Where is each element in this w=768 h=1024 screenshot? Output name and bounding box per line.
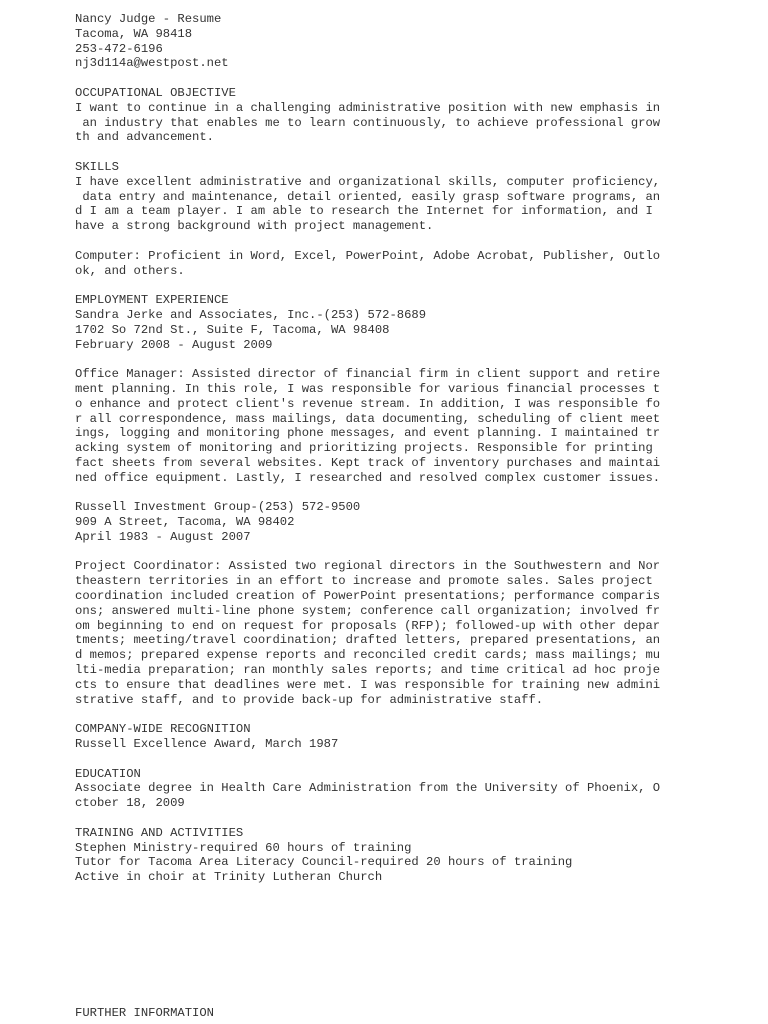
training-item: Active in choir at Trinity Lutheran Church xyxy=(75,870,383,885)
job2-description-line: tments; meeting/travel coordination; drafted letters, prepared presentations, an xyxy=(75,633,661,648)
spacer xyxy=(75,752,735,767)
job2-description-line: Project Coordinator: Assisted two regional directors in the Southwestern and Nor xyxy=(75,559,661,574)
education-line: Associate degree in Health Care Administration from the University of Phoenix, O xyxy=(75,781,661,796)
training-item: Tutor for Tacoma Area Literacy Council-required 20 hours of training xyxy=(75,855,573,870)
training-heading: TRAINING AND ACTIVITIES xyxy=(75,825,244,840)
spacer xyxy=(75,71,735,86)
skills-line: data entry and maintenance, detail oriented, easily grasp software programs, an xyxy=(75,189,661,204)
job1-dates: February 2008 - August 2009 xyxy=(75,337,273,352)
job2-description-line: lti-media preparation; ran monthly sales reports; and time critical ad hoc proje xyxy=(75,663,661,678)
spacer xyxy=(75,811,735,826)
contact-phone: 253-472-6196 xyxy=(75,41,163,56)
spacer xyxy=(75,486,735,501)
job2-description-line: theastern territories in an effort to increase and promote sales. Sales project xyxy=(75,574,653,589)
skills-line: have a strong background with project management. xyxy=(75,219,434,234)
job2-description-line: om beginning to end on request for proposals (RFP); followed-up with other depar xyxy=(75,618,661,633)
job1-description-line: fact sheets from several websites. Kept track of inventory purchases and maintai xyxy=(75,455,661,470)
job1-description-line: ned office equipment. Lastly, I researched and resolved complex customer issues. xyxy=(75,470,661,485)
further-information-heading: FURTHER INFORMATION xyxy=(75,1006,214,1020)
job2-description-line: strative staff, and to provide back-up for administrative staff. xyxy=(75,692,544,707)
objective-line: th and advancement. xyxy=(75,130,214,145)
job1-description-line: Office Manager: Assisted director of financial firm in client support and retire xyxy=(75,367,661,382)
job2-description-line: d memos; prepared expense reports and reconciled credit cards; mass mailings; mu xyxy=(75,648,661,663)
job1-description-line: o enhance and protect client's revenue stream. In addition, I was responsible fo xyxy=(75,396,661,411)
resume-body xyxy=(75,12,735,885)
spacer xyxy=(75,352,735,367)
job1-description-line: acking system of monitoring and prioritizing projects. Responsible for printing xyxy=(75,441,653,456)
contact-email: nj3d114a@westpost.net xyxy=(75,56,229,71)
job2-description-line: ons; answered multi-line phone system; conference call organization; involved fr xyxy=(75,603,661,618)
job1-description-line: r all correspondence, mass mailings, data documenting, scheduling of client meet xyxy=(75,411,661,426)
education-heading: EDUCATION xyxy=(75,766,141,781)
education-line: ctober 18, 2009 xyxy=(75,796,185,811)
recognition-item: Russell Excellence Award, March 1987 xyxy=(75,737,339,752)
objective-heading: OCCUPATIONAL OBJECTIVE xyxy=(75,85,236,100)
objective-line: an industry that enables me to learn continuously, to achieve professional grow xyxy=(75,115,661,130)
spacer xyxy=(75,278,735,293)
computer-skills-line: Computer: Proficient in Word, Excel, PowerPoint, Adobe Acrobat, Publisher, Outlo xyxy=(75,248,661,263)
job1-employer: Sandra Jerke and Associates, Inc.-(253) 572-8689 xyxy=(75,307,427,322)
job1-description-line: ings, logging and monitoring phone messages, and event planning. I maintained tr xyxy=(75,426,661,441)
job2-address: 909 A Street, Tacoma, WA 98402 xyxy=(75,515,295,530)
job1-address: 1702 So 72nd St., Suite F, Tacoma, WA 98408 xyxy=(75,322,390,337)
job2-description-line: coordination included creation of PowerPoint presentations; performance comparis xyxy=(75,589,661,604)
employment-heading: EMPLOYMENT EXPERIENCE xyxy=(75,293,229,308)
training-item: Stephen Ministry-required 60 hours of training xyxy=(75,840,412,855)
recognition-heading: COMPANY-WIDE RECOGNITION xyxy=(75,722,251,737)
objective-line: I want to continue in a challenging administrative position with new emphasis in xyxy=(75,100,661,115)
skills-heading: SKILLS xyxy=(75,159,119,174)
skills-line: I have excellent administrative and organizational skills, computer proficiency, xyxy=(75,174,661,189)
spacer xyxy=(75,545,735,560)
spacer xyxy=(75,234,735,249)
skills-line: d I am a team player. I am able to research the Internet for information, and I xyxy=(75,204,653,219)
job2-dates: April 1983 - August 2007 xyxy=(75,529,251,544)
spacer xyxy=(75,707,735,722)
computer-skills-line: ok, and others. xyxy=(75,263,185,278)
spacer xyxy=(75,145,735,160)
job1-description-line: ment planning. In this role, I was responsible for various financial processes t xyxy=(75,381,661,396)
contact-address: Tacoma, WA 98418 xyxy=(75,26,193,41)
job2-employer: Russell Investment Group-(253) 572-9500 xyxy=(75,500,361,515)
resume-title: Nancy Judge - Resume xyxy=(75,12,222,26)
job2-description-line: cts to ensure that deadlines were met. I was responsible for training new admini xyxy=(75,677,661,692)
